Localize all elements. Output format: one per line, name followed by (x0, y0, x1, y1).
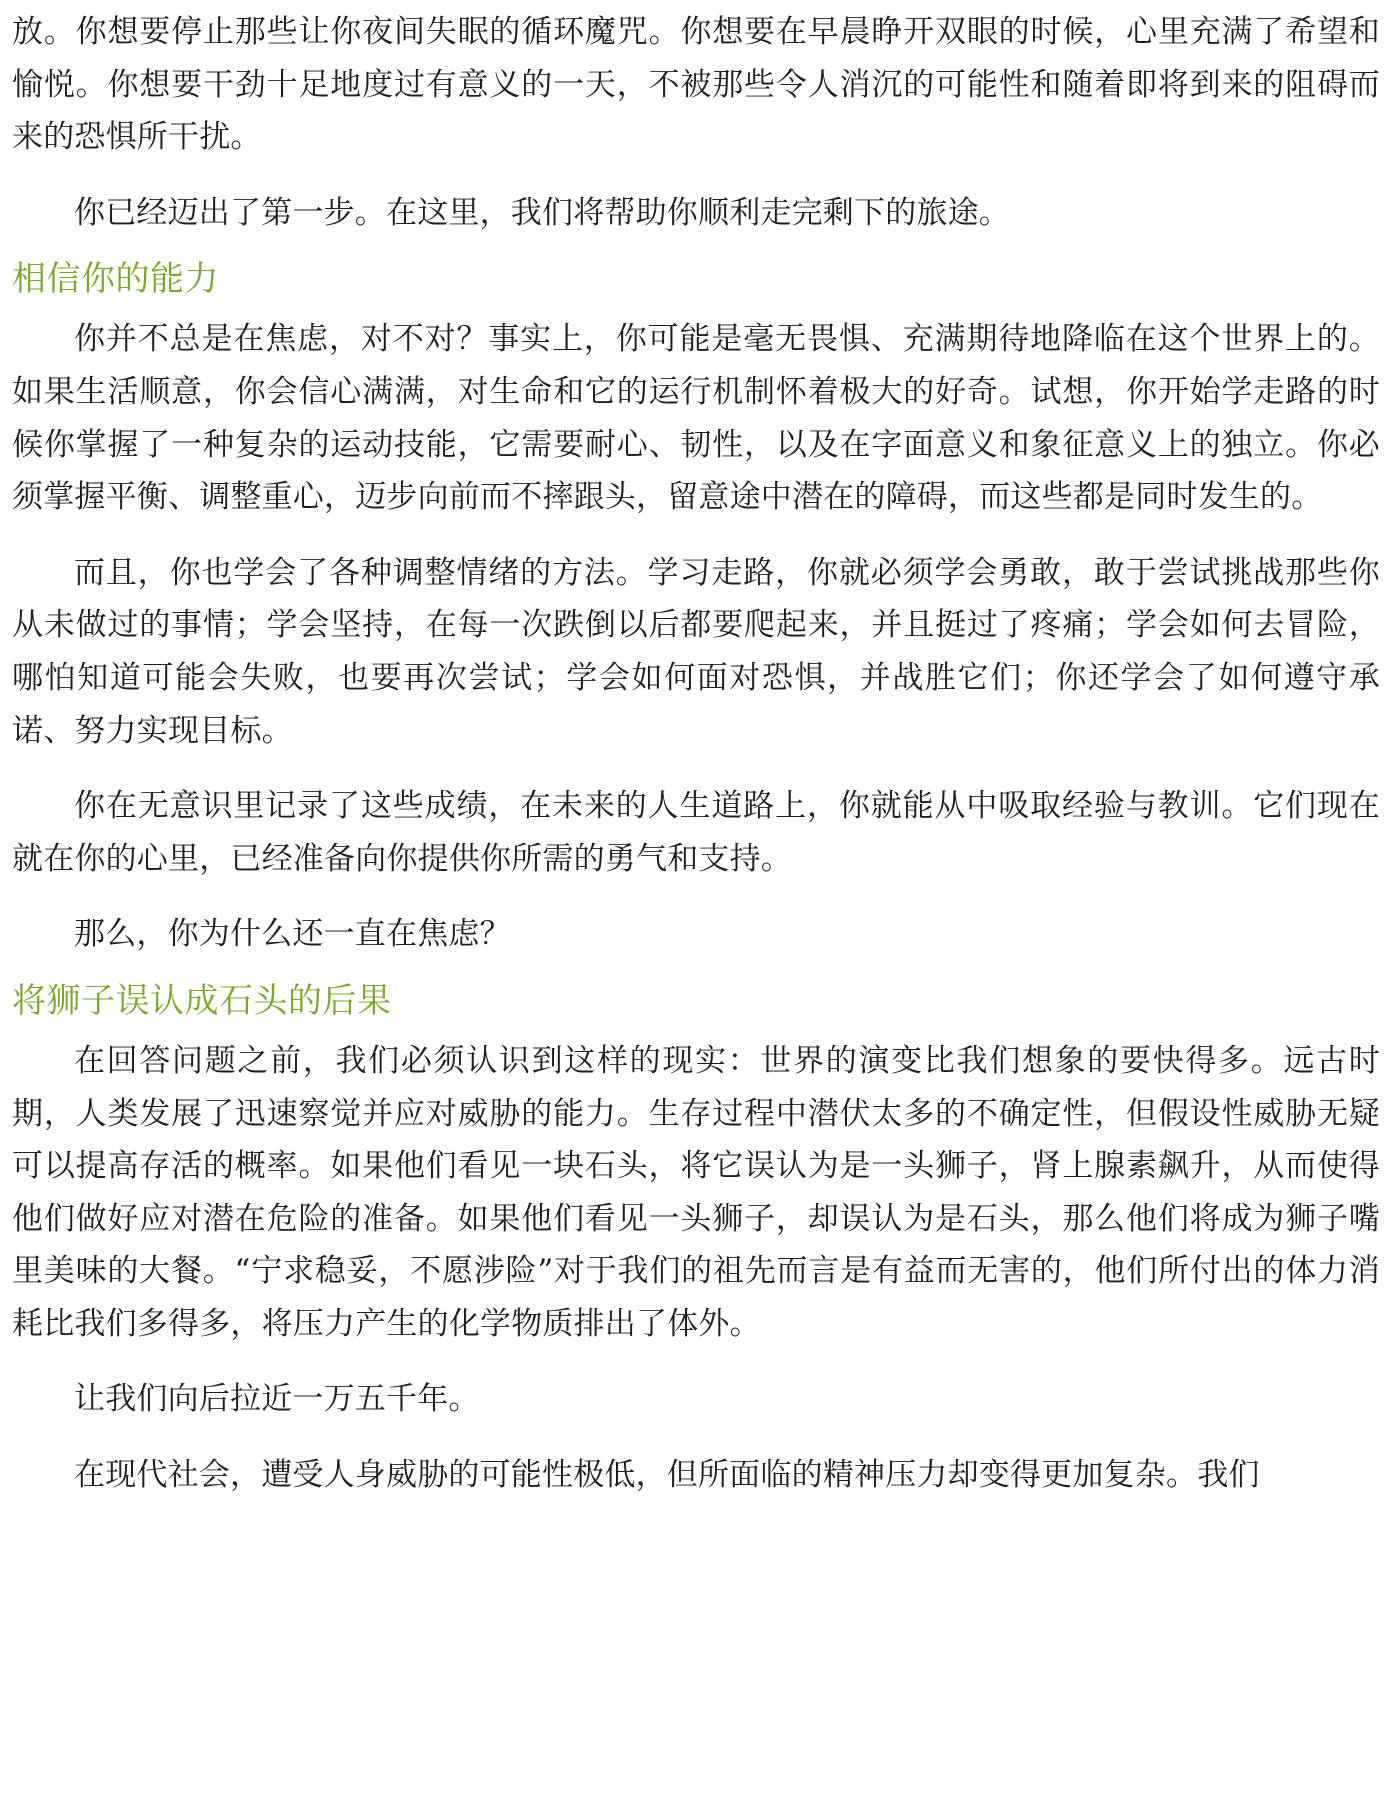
paragraph-gap (12, 885, 1380, 908)
paragraph-fifteen-thousand-years: 让我们向后拉近一万五千年。 (74, 1381, 480, 1418)
paragraph-unconscious-record: 你在无意识里记录了这些成绩，在未来的人生道路上，你就能从中吸取经验与教训。它们现在就在你的心里，已经准备向你提供你所需的勇气和支持。 (12, 788, 1380, 877)
section-heading-lion-stone: 将狮子误认成石头的后果 (12, 980, 392, 1021)
paragraph-gap (12, 1426, 1380, 1449)
paragraph-world-evolution: 在回答问题之前，我们必须认识到这样的现实：世界的演变比我们想象的要快得多。远古时期，人类发展了迅速察觉并应对威胁的能力。生存过程中潜伏太多的不确定性，但假设性威胁无疑可以提高存活的概率。如果他们看见一块石头，将它误认为是一头狮子，肾上腺素飙升，从而使得他们做好应对潜在危险的准备。如果他们看见一头狮子，却误认为是石头，那么他们将成为狮子嘴里美味的大餐。“宁求稳妥，不愿涉险”对于我们的祖先而言是有益而无害的，他们所付出的体力消耗比我们多得多，将压力产生的化学物质排出了体外。 (12, 1042, 1380, 1342)
paragraph-not-always-anxious: 你并不总是在焦虑，对不对？事实上，你可能是毫无畏惧、充满期待地降临在这个世界上的。如果生活顺意，你会信心满满，对生命和它的运行机制怀着极大的好奇。试想，你开始学走路的时候你掌握了一种复杂的运动技能，它需要耐心、韧性，以及在字面意义和象征意义上的独立。你必须掌握平衡、调整重心，迈步向前而不摔跟头，留意途中潜在的障碍，而这些都是同时发生的。 (12, 321, 1380, 516)
paragraph-why-anxious: 那么，你为什么还一直在焦虑？ (74, 916, 511, 953)
paragraph-gap (12, 1350, 1380, 1373)
paragraph-intro-continued: 放。你想要停止那些让你夜间失眠的循环魔咒。你想要在早晨睁开双眼的时候，心里充满了希望和愉悦。你想要干劲十足地度过有意义的一天，不被那些令人消沉的可能性和随着即将到来的阻碍而来的恐惧所干扰。 (12, 14, 1380, 156)
paragraph-gap (12, 524, 1380, 547)
paragraph-first-step: 你已经迈出了第一步。在这里，我们将帮助你顺利走完剩下的旅途。 (74, 194, 1010, 231)
paragraph-emotion-regulation: 而且，你也学会了各种调整情绪的方法。学习走路，你就必须学会勇敢，敢于尝试挑战那些你从未做过的事情；学会坚持，在每一次跌倒以后都要爬起来，并且挺过了疼痛；学会如何去冒险，哪怕知道可能会失败，也要再次尝试；学会如何面对恐惧，并战胜它们；你还学会了如何遵守承诺、努力实现目标。 (12, 554, 1380, 749)
paragraph-gap (12, 757, 1380, 780)
book-page (12, 6, 1380, 1502)
paragraph-modern-society: 在现代社会，遭受人身威胁的可能性极低，但所面临的精神压力却变得更加复杂。我们 (74, 1457, 1260, 1494)
section-heading-believe-ability: 相信你的能力 (12, 259, 219, 300)
paragraph-gap (12, 164, 1380, 187)
